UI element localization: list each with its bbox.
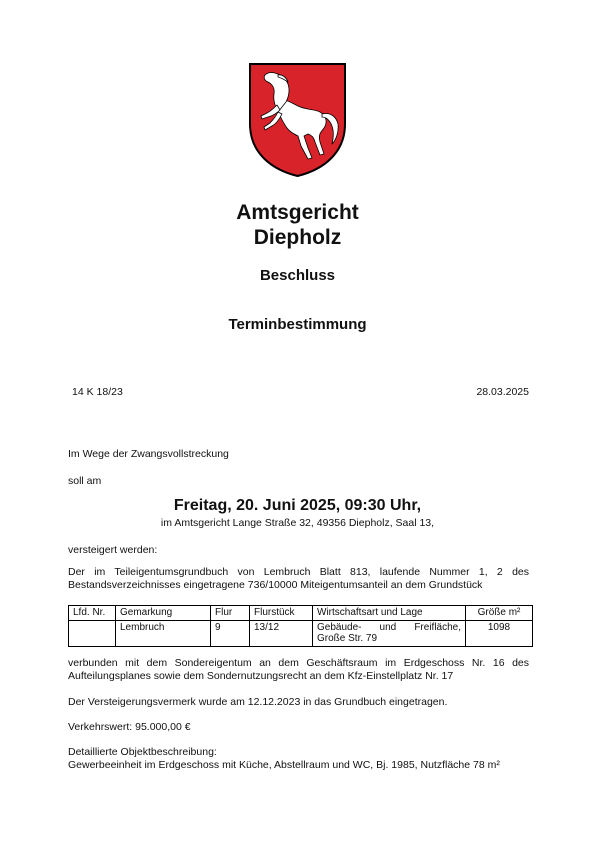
objektbeschreibung-label: Detaillierte Objektbeschreibung: [68,746,217,758]
court-name-line1: Amtsgericht [236,201,359,224]
verkehrswert: Verkehrswert: 95.000,00 € [68,721,191,733]
document-date: 28.03.2025 [476,386,529,398]
cell-groesse: 1098 [466,620,533,646]
lower-saxony-horse-crest-icon [248,62,347,178]
verbunden-line-2: Aufteilungsplanes sowie dem Sondernutzungsrecht an dem Kfz-Einstellplatz Nr. 17 [68,670,454,682]
document-subject: Terminbestimmung [228,316,367,333]
cell-lfd-nr [69,620,116,646]
col-groesse: Größe m² [466,606,533,621]
auction-date: Freitag, 20. Juni 2025, 09:30 Uhr, [173,497,422,514]
col-wirtschaftsart: Wirtschaftsart und Lage [313,606,466,621]
soll-am-text: soll am [68,475,102,487]
grundbuch-line-1: Der im Teileigentumsgrundbuch von Lembruch Blatt 813, laufende Nummer 1, 2 des [68,566,529,578]
auction-location: im Amtsgericht Lange Straße 32, 49356 Diepholz, Saal 13, [160,517,435,529]
table-row [69,620,533,646]
objektbeschreibung: Gewerbeeinheit im Erdgeschoss mit Küche, Abstellraum und WC, Bj. 1985, Nutzfläche 78 m² [68,759,500,771]
cell-wirtschaftsart [313,620,466,646]
col-flurstueck: Flurstück [250,606,313,621]
document-type: Beschluss [259,267,336,284]
intro-text: Im Wege der Zwangsvollstreckung [68,448,229,460]
court-name [0,200,595,250]
col-gemarkung: Gemarkung [116,606,211,621]
col-lfd-nr: Lfd. Nr. [69,606,116,621]
versteigert-text: versteigert werden: [68,544,158,556]
col-flur: Flur [211,606,250,621]
grundbuch-line-2: Bestandsverzeichnisses eingetragene 736/10000 Miteigentumsanteil an dem Grundstück [68,579,483,591]
property-table [68,605,533,647]
case-number: 14 K 18/23 [72,386,123,398]
cell-gemarkung: Lembruch [116,620,211,646]
versteigerungsvermerk: Der Versteigerungsvermerk wurde am 12.12.2023 in das Grundbuch eingetragen. [68,696,448,708]
cell-flur: 9 [211,620,250,646]
court-name-line2: Diepholz [253,226,342,249]
verbunden-line-1: verbunden mit dem Sondereigentum an dem Geschäftsraum im Erdgeschoss Nr. 16 des [68,657,529,669]
table-header-row [69,606,533,621]
cell-flurstueck: 13/12 [250,620,313,646]
cell-wirtschaftsart-line2: Große Str. 79 [317,633,378,644]
cell-wirtschaftsart-line1: Gebäude- und Freifläche, [317,621,461,633]
